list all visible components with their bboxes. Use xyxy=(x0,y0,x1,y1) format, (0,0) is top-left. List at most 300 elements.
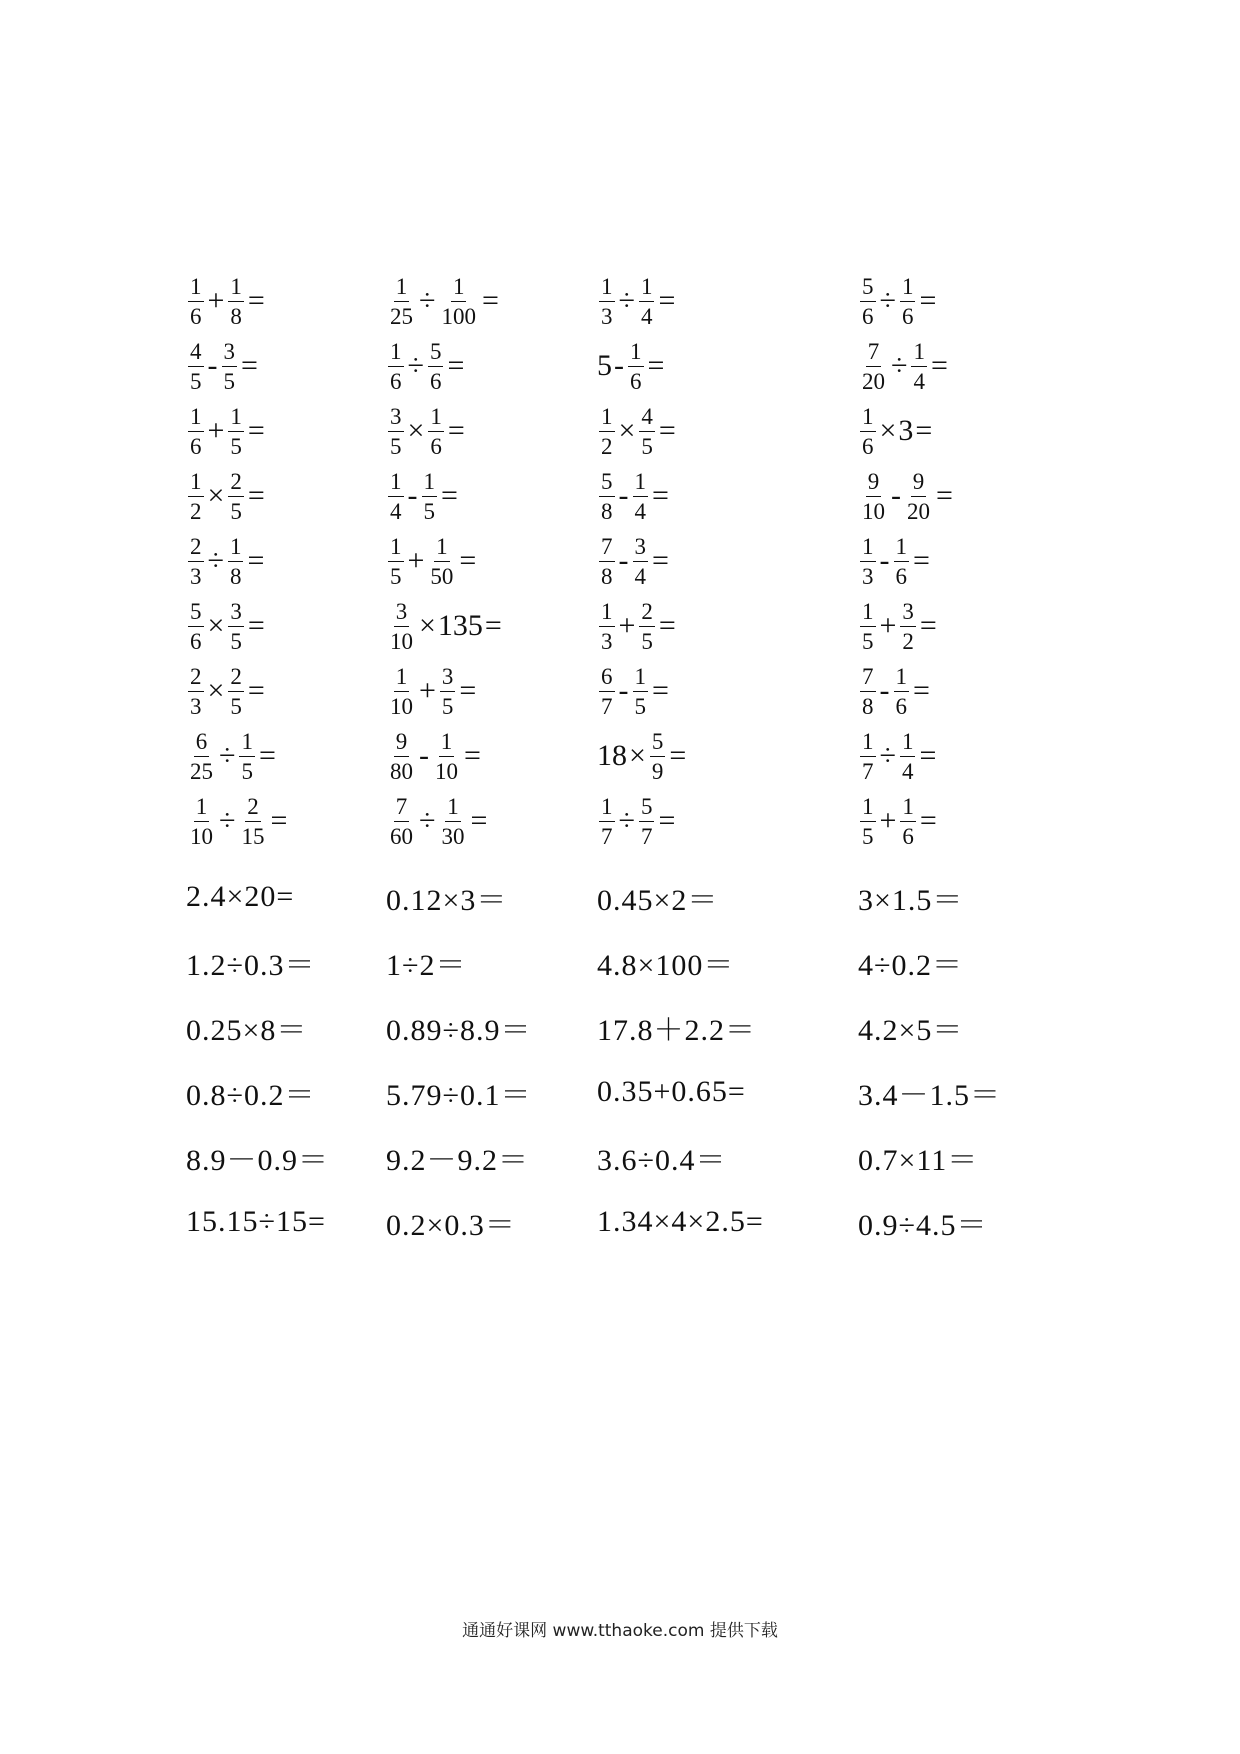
numerator: 3 xyxy=(394,600,410,627)
fraction xyxy=(228,535,244,588)
fraction-problem xyxy=(186,465,267,527)
decimal-problem: 2.4×20= xyxy=(186,880,295,913)
numerator: 2 xyxy=(228,470,244,497)
whole-number: 5 xyxy=(597,349,612,382)
denominator: 6 xyxy=(429,368,442,394)
denominator: 5 xyxy=(223,368,235,394)
fraction-problem xyxy=(186,595,267,657)
denominator: 6 xyxy=(901,303,914,329)
numerator: 1 xyxy=(639,275,655,302)
fraction xyxy=(860,275,876,328)
decimal-row xyxy=(0,1191,1240,1253)
fraction-problem xyxy=(186,400,267,462)
denominator: 6 xyxy=(895,693,907,719)
numerator: 3 xyxy=(222,340,238,367)
decimal-problem: 0.89÷8.9＝ xyxy=(386,1014,532,1047)
fraction xyxy=(599,535,615,588)
fraction xyxy=(428,340,444,393)
denominator: 10 xyxy=(190,823,213,849)
operator: = xyxy=(652,674,669,707)
denominator: 5 xyxy=(423,498,435,524)
decimal-problem: 0.2×0.3＝ xyxy=(386,1209,516,1242)
decimal-problem: 0.7×11＝ xyxy=(858,1144,979,1177)
denominator: 6 xyxy=(190,433,202,459)
fraction-problem xyxy=(386,725,483,787)
operator: = xyxy=(247,544,265,577)
numerator: 1 xyxy=(239,730,255,757)
fraction-problem xyxy=(858,400,934,462)
whole-number: 18 xyxy=(597,739,627,772)
fraction-problem xyxy=(597,335,666,397)
operator: = xyxy=(915,414,933,447)
decimal-problem: 0.45×2＝ xyxy=(597,884,719,917)
denominator: 2 xyxy=(902,628,914,654)
fraction-problem xyxy=(858,790,939,852)
fraction xyxy=(639,795,655,848)
operator: = xyxy=(247,414,265,447)
numerator: 1 xyxy=(394,665,410,692)
fraction-problem xyxy=(186,270,267,332)
fraction xyxy=(228,275,244,328)
decimal-problem: 0.25×8＝ xyxy=(186,1014,308,1047)
decimal-row xyxy=(0,1061,1240,1123)
numerator: 1 xyxy=(633,665,649,692)
fraction xyxy=(188,665,204,718)
denominator: 30 xyxy=(441,823,465,849)
operator: = xyxy=(258,739,276,772)
decimal-problem: 5.79÷0.1＝ xyxy=(386,1079,532,1112)
decimal-problem: 4.2×5＝ xyxy=(858,1014,964,1047)
denominator: 3 xyxy=(190,693,202,719)
numerator: 2 xyxy=(228,665,244,692)
denominator: 5 xyxy=(641,628,653,654)
denominator: 6 xyxy=(862,303,874,329)
fraction xyxy=(900,795,916,848)
fraction-problem xyxy=(858,335,950,397)
fraction-problem xyxy=(858,660,932,722)
decimal-problem: 1.34×4×2.5= xyxy=(597,1205,764,1238)
operator: - xyxy=(618,544,629,577)
numerator: 1 xyxy=(228,535,244,562)
denominator: 6 xyxy=(430,433,442,459)
denominator: 6 xyxy=(902,823,914,849)
denominator: 6 xyxy=(190,303,202,329)
denominator: 25 xyxy=(390,303,413,329)
operator: ÷ xyxy=(891,349,908,382)
numerator: 7 xyxy=(394,795,410,822)
fraction xyxy=(239,795,266,848)
denominator: 8 xyxy=(601,563,613,589)
fraction xyxy=(639,405,655,458)
operator: = xyxy=(658,804,676,837)
decimal-row xyxy=(0,866,1240,928)
fraction xyxy=(428,535,455,588)
fraction-problem xyxy=(597,595,678,657)
fraction xyxy=(388,535,404,588)
numerator: 5 xyxy=(639,795,655,822)
fraction-problem xyxy=(386,335,466,397)
fraction-row xyxy=(0,400,1240,462)
fraction xyxy=(639,275,655,328)
operator: ÷ xyxy=(879,284,896,317)
operator: = xyxy=(658,284,676,317)
numerator: 5 xyxy=(428,340,444,367)
numerator: 1 xyxy=(900,730,916,757)
denominator: 2 xyxy=(601,433,613,459)
fraction xyxy=(228,600,244,653)
denominator: 4 xyxy=(390,498,402,524)
operator: + xyxy=(879,804,897,837)
fraction xyxy=(633,470,649,523)
denominator: 25 xyxy=(190,758,213,784)
denominator: 4 xyxy=(640,303,653,329)
operator: = xyxy=(919,739,937,772)
fraction xyxy=(639,600,655,653)
fraction-problem xyxy=(858,530,932,592)
numerator: 3 xyxy=(900,600,916,627)
numerator: 1 xyxy=(428,405,444,432)
numerator: 9 xyxy=(866,470,882,497)
numerator: 7 xyxy=(599,535,615,562)
numerator: 1 xyxy=(394,275,410,302)
fraction-problem xyxy=(386,270,501,332)
numerator: 1 xyxy=(900,275,916,302)
operator: = xyxy=(669,739,687,772)
fraction xyxy=(599,405,615,458)
fraction xyxy=(422,470,438,523)
operator: = xyxy=(464,739,481,772)
denominator: 9 xyxy=(651,758,664,784)
fraction xyxy=(188,275,204,328)
operator: = xyxy=(241,349,258,382)
numerator: 1 xyxy=(434,535,450,562)
fraction xyxy=(388,340,404,393)
operator: - xyxy=(407,479,418,512)
numerator: 1 xyxy=(228,405,244,432)
fraction-problem xyxy=(597,790,677,852)
operator: + xyxy=(407,544,425,577)
numerator: 2 xyxy=(188,665,204,692)
decimal-problem: 0.12×3＝ xyxy=(386,884,508,917)
decimal-problem: 9.2－9.2＝ xyxy=(386,1144,529,1177)
decimal-problem: 0.9÷4.5＝ xyxy=(858,1209,988,1242)
fraction-problem xyxy=(597,530,671,592)
fraction-row xyxy=(0,725,1240,787)
denominator: 5 xyxy=(230,693,242,719)
fraction xyxy=(599,470,615,523)
numerator: 6 xyxy=(599,665,615,692)
denominator: 8 xyxy=(862,693,874,719)
operator: = xyxy=(459,544,477,577)
fraction-row xyxy=(0,335,1240,397)
fraction xyxy=(860,405,876,458)
fraction-problem xyxy=(597,465,671,527)
decimal-problem: 3.4－1.5＝ xyxy=(858,1079,1001,1112)
operator: + xyxy=(419,674,436,707)
fraction xyxy=(228,405,244,458)
operator: - xyxy=(614,349,624,382)
denominator: 3 xyxy=(862,563,874,589)
fraction xyxy=(388,730,415,783)
numerator: 1 xyxy=(599,600,615,627)
numerator: 1 xyxy=(194,795,210,822)
operator: - xyxy=(891,479,901,512)
fraction xyxy=(388,275,415,328)
operator: - xyxy=(618,479,629,512)
numerator: 1 xyxy=(911,340,927,367)
operator: × xyxy=(407,414,425,447)
fraction-problem xyxy=(597,270,677,332)
operator: ÷ xyxy=(207,544,224,577)
operator: ÷ xyxy=(219,804,236,837)
numerator: 5 xyxy=(860,275,876,302)
fraction xyxy=(860,730,876,783)
operator: × xyxy=(618,414,636,447)
numerator: 1 xyxy=(894,535,910,562)
numerator: 1 xyxy=(599,275,615,302)
numerator: 1 xyxy=(388,535,404,562)
page-footer: 通通好课网 www.tthaoke.com 提供下载 xyxy=(462,1621,778,1641)
numerator: 1 xyxy=(439,730,455,757)
operator: = xyxy=(470,804,488,837)
denominator: 10 xyxy=(390,693,413,719)
fraction-problem xyxy=(386,465,460,527)
operator: × xyxy=(207,479,225,512)
denominator: 3 xyxy=(601,628,613,654)
denominator: 5 xyxy=(230,628,242,654)
operator: + xyxy=(618,609,636,642)
denominator: 10 xyxy=(435,758,458,784)
fraction xyxy=(894,665,910,718)
denominator: 6 xyxy=(390,368,402,394)
denominator: 8 xyxy=(230,303,242,329)
denominator: 4 xyxy=(634,498,646,524)
numerator: 2 xyxy=(639,600,655,627)
denominator: 80 xyxy=(390,758,413,784)
fraction xyxy=(188,535,204,588)
operator: - xyxy=(207,349,218,382)
fraction xyxy=(388,600,415,653)
operator: = xyxy=(484,609,502,642)
fraction-problem xyxy=(386,400,467,462)
denominator: 3 xyxy=(601,303,613,329)
fraction xyxy=(188,470,204,523)
operator: = xyxy=(647,349,665,382)
denominator: 7 xyxy=(862,758,874,784)
operator: = xyxy=(658,414,676,447)
fraction-problem xyxy=(597,400,678,462)
fraction xyxy=(860,340,887,393)
decimal-problem: 15.15÷15= xyxy=(186,1205,326,1238)
fraction-problem xyxy=(597,725,688,787)
operator: = xyxy=(247,479,265,512)
fraction xyxy=(650,730,666,783)
numerator: 1 xyxy=(599,405,615,432)
decimal-problem: 3.6÷0.4＝ xyxy=(597,1144,727,1177)
denominator: 7 xyxy=(640,823,653,849)
numerator: 2 xyxy=(245,795,261,822)
denominator: 5 xyxy=(862,823,874,849)
denominator: 4 xyxy=(901,758,914,784)
fraction xyxy=(900,730,916,783)
fraction-problem xyxy=(858,595,939,657)
operator: = xyxy=(247,284,265,317)
whole-number: 3 xyxy=(898,414,914,447)
numerator: 1 xyxy=(599,795,615,822)
fraction xyxy=(388,405,404,458)
operator: - xyxy=(419,739,429,772)
denominator: 100 xyxy=(441,303,476,329)
whole-number: 135 xyxy=(437,609,483,642)
decimal-row xyxy=(0,931,1240,993)
numerator: 1 xyxy=(860,795,876,822)
operator: ÷ xyxy=(618,284,635,317)
operator: ÷ xyxy=(419,284,436,317)
fraction xyxy=(222,340,238,393)
decimal-problem: 8.9－0.9＝ xyxy=(186,1144,329,1177)
fraction-row xyxy=(0,270,1240,332)
numerator: 1 xyxy=(894,665,910,692)
numerator: 1 xyxy=(188,470,204,497)
fraction-row xyxy=(0,595,1240,657)
operator: + xyxy=(879,609,897,642)
operator: × xyxy=(207,609,225,642)
fraction-problem xyxy=(386,790,489,852)
fraction-problem xyxy=(386,530,478,592)
operator: × xyxy=(879,414,897,447)
operator: × xyxy=(419,609,436,642)
numerator: 1 xyxy=(188,405,204,432)
numerator: 5 xyxy=(188,600,204,627)
fraction xyxy=(388,665,415,718)
operator: × xyxy=(629,739,646,772)
fraction-problem xyxy=(186,660,267,722)
denominator: 10 xyxy=(862,498,885,524)
decimal-row xyxy=(0,1126,1240,1188)
denominator: 5 xyxy=(641,433,653,459)
operator: ÷ xyxy=(407,349,424,382)
fraction xyxy=(894,535,910,588)
denominator: 6 xyxy=(895,563,907,589)
operator: + xyxy=(207,284,225,317)
fraction xyxy=(860,535,876,588)
operator: = xyxy=(447,349,465,382)
fraction xyxy=(900,600,916,653)
fraction xyxy=(188,795,215,848)
numerator: 1 xyxy=(860,600,876,627)
decimal-problem: 3×1.5＝ xyxy=(858,884,964,917)
decimal-problem: 4÷0.2＝ xyxy=(858,949,963,982)
numerator: 1 xyxy=(451,275,467,302)
fraction xyxy=(860,665,876,718)
fraction xyxy=(860,795,876,848)
fraction-row xyxy=(0,660,1240,722)
fraction xyxy=(900,275,916,328)
denominator: 5 xyxy=(441,693,454,719)
fraction-problem xyxy=(858,270,938,332)
fraction-problem xyxy=(858,465,955,527)
operator: = xyxy=(652,544,669,577)
numerator: 1 xyxy=(422,470,438,497)
fraction xyxy=(439,275,478,328)
numerator: 9 xyxy=(911,470,927,497)
operator: - xyxy=(618,674,629,707)
fraction xyxy=(599,275,615,328)
numerator: 9 xyxy=(394,730,410,757)
denominator: 5 xyxy=(390,563,402,589)
fraction-problem xyxy=(186,530,266,592)
numerator: 1 xyxy=(228,275,244,302)
denominator: 7 xyxy=(601,823,613,849)
denominator: 50 xyxy=(430,563,454,589)
decimal-problem: 1÷2＝ xyxy=(386,949,467,982)
fraction xyxy=(860,470,887,523)
fraction-problem xyxy=(186,335,260,397)
fraction xyxy=(428,405,444,458)
fraction xyxy=(905,470,932,523)
decimal-problem: 17.8＋2.2＝ xyxy=(597,1014,756,1047)
fraction-row xyxy=(0,790,1240,852)
operator: = xyxy=(270,804,288,837)
denominator: 15 xyxy=(241,823,265,849)
numerator: 7 xyxy=(866,340,882,367)
denominator: 5 xyxy=(190,368,202,394)
fraction xyxy=(633,665,649,718)
denominator: 5 xyxy=(241,758,253,784)
denominator: 7 xyxy=(601,693,613,719)
fraction-problem xyxy=(186,725,278,787)
numerator: 3 xyxy=(228,600,244,627)
fraction-problem xyxy=(186,790,289,852)
fraction-row xyxy=(0,530,1240,592)
numerator: 6 xyxy=(194,730,210,757)
fraction xyxy=(911,340,927,393)
fraction xyxy=(388,795,415,848)
numerator: 1 xyxy=(860,405,876,432)
fraction-problem xyxy=(597,660,671,722)
denominator: 4 xyxy=(913,368,925,394)
numerator: 5 xyxy=(650,730,666,757)
fraction xyxy=(433,730,460,783)
numerator: 4 xyxy=(639,405,655,432)
decimal-row xyxy=(0,996,1240,1058)
fraction xyxy=(599,795,615,848)
denominator: 5 xyxy=(862,628,874,654)
fraction xyxy=(388,470,404,523)
operator: = xyxy=(441,479,458,512)
numerator: 1 xyxy=(188,275,204,302)
fraction xyxy=(599,600,615,653)
operator: ÷ xyxy=(419,804,436,837)
fraction-problem xyxy=(858,725,938,787)
fraction xyxy=(188,340,204,393)
decimal-problem: 1.2÷0.3＝ xyxy=(186,949,316,982)
numerator: 2 xyxy=(188,535,204,562)
denominator: 8 xyxy=(229,563,242,589)
denominator: 5 xyxy=(634,693,646,719)
operator: = xyxy=(459,674,477,707)
fraction xyxy=(440,665,456,718)
fraction xyxy=(439,795,466,848)
fraction xyxy=(228,665,244,718)
numerator: 1 xyxy=(860,535,876,562)
numerator: 1 xyxy=(445,795,461,822)
denominator: 8 xyxy=(601,498,613,524)
fraction-problem xyxy=(386,660,478,722)
operator: = xyxy=(913,544,930,577)
operator: = xyxy=(930,349,948,382)
operator: = xyxy=(919,609,937,642)
